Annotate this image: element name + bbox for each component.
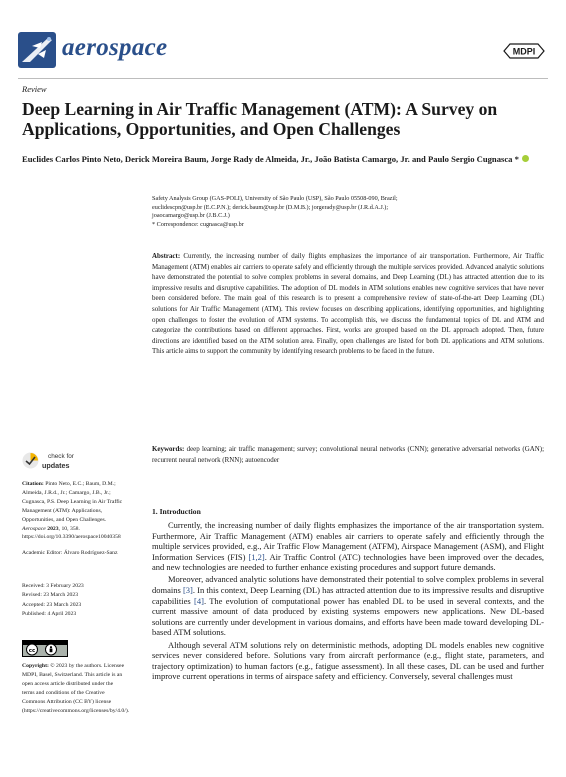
cc-by-license-badge[interactable] — [22, 640, 68, 657]
cc-mark: cc — [28, 647, 36, 654]
updates-line-2: updates — [42, 461, 70, 470]
paragraph-text: Currently, the increasing number of daily flights emphasizes the importance of the air transportation system. Furthermore, Air Traffic Management (ATM) enables air carriers to operate safely and efficiently through the multiple services provided, e.g., Air Traffic Flow Management (ATFM), Airspace Management (ASM), and Flight Information Services (FIS) — [152, 520, 544, 562]
revised-date: Revised: 23 March 2023 — [22, 592, 79, 599]
journal-logo-icon — [18, 32, 56, 68]
paragraph-text: . Air Traffic Control (ATC) technologies have been improved over the decades, and new technologies are needed to further enhance existing procedures and support future demands. — [152, 551, 544, 573]
paragraph — [152, 520, 544, 573]
citation-year: 2023 — [47, 525, 59, 532]
copyright-label: Copyright: — [22, 663, 49, 669]
received-date: Received: 3 February 2023 — [22, 583, 84, 589]
citation-link[interactable]: [3] — [182, 585, 193, 596]
copyright-block — [22, 662, 130, 715]
keywords-label: Keywords: — [152, 445, 185, 453]
author-names: Euclides Carlos Pinto Neto, Derick Moreira Baum, Jorge Rady de Almeida, Jr., João Batista Camargo, Jr. and Paulo Sergio Cugnasca * — [22, 154, 519, 164]
abstract — [152, 251, 544, 357]
publisher-name: MDPI — [512, 46, 536, 57]
affiliation-line: joaocamargo@usp.br (J.B.C.J.) — [152, 212, 230, 220]
affiliation-line: Safety Analysis Group (GAS-POLI), University of São Paulo (USP), São Paulo 05508-090, Brazil; — [152, 195, 398, 202]
copyright-text: © 2023 by the authors. Licensee MDPI, Basel, Switzerland. This article is an open access article distributed under the terms and conditions of the Creative Commons Attribution (CC BY) license (https://creativecommons.org/licenses/by/4.0/). — [22, 663, 130, 714]
author-list — [22, 153, 542, 165]
paragraph-text: Moreover, advanced analytic solutions have demonstrated their potential to solve complex problems in several domains — [152, 574, 544, 596]
updates-line-1: check for — [48, 453, 74, 460]
dates-block — [22, 582, 126, 619]
check-updates-icon — [22, 452, 39, 469]
paragraph-text: Although several ATM solutions rely on deterministic methods, adopting DL models enables new cognitive services never considered before. Solutions vary from aircraft performance (e.g., flight state, parameters, and trajectory optimization) to human factors (e.g., fatigue assessment). In all these cases, DL can be used and further improve current operations in terms of airspace safety and efficiency. Conversely, several challenges must — [152, 639, 544, 682]
paragraph — [152, 574, 544, 638]
paragraph — [152, 640, 544, 682]
abstract-label: Abstract: — [152, 252, 181, 260]
journal-name: aerospace — [62, 34, 168, 61]
orcid-icon[interactable] — [522, 155, 529, 162]
citation-label: Citation: — [22, 481, 44, 487]
citation-doi[interactable]: , 10, 358. https://doi.org/10.3390/aerospace10040358 — [22, 525, 121, 541]
body-text — [152, 520, 544, 683]
affiliation-block — [152, 195, 542, 229]
published-date: Published: 4 April 2023 — [22, 610, 77, 617]
citation-text: Pinto Neto, E.C.; Baum, D.M.; Almeida, J.R.d., Jr.; Camargo, J.B., Jr.; Cugnasca, P.S. Deep Learning in Air Traffic Management (ATM): Applications, Opportunities, and Open Challenges. — [22, 481, 123, 523]
abstract-text: Currently, the increasing number of daily flights emphasizes the importance of air transportation. Furthermore, Air Traffic Management (ATM) enables air carriers to operate safely and efficiently through the multiple services provided. Advanced analytic solutions have demonstrated the potential to solve complex problems in several domains, and Deep Learning (DL) has attracted attention due to its impressive results and disruptive capabilities. The adoption of DL models in ATM solutions enables new cognitive services that have never been considered before. The main goal of this research is to present a comprehensive review of state-of-the-art Deep Learning (DL) solutions for Air Traffic Management (ATM). This review focuses on describing applications, identifying opportunities, and highlighting open challenges to foster the evolution of ATM systems. To accomplish this, we discuss the fundamental topics of DL and ATM and categorize the contributions based on different approaches. First, works are grouped based on the DL approach adopted. Then, future directions are identified based on the ATM solution area. Finally, open challenges are listed for both DL applications and ATM solutions. This article aims to support the community by identifying research problems to be faced in the future. — [152, 252, 545, 356]
academic-editor: Academic Editor: Álvaro Rodríguez-Sanz — [22, 550, 118, 556]
citation-link[interactable]: [1,2] — [248, 551, 265, 562]
keywords-text: deep learning; air traffic management; survey; convolutional neural networks (CNN); generative adversarial networks (GAN); recurrent neural network (RNN); autoencoder — [152, 445, 544, 464]
check-for-updates-badge[interactable] — [22, 452, 102, 474]
section-heading: 1. Introduction — [152, 507, 201, 516]
article-title: Deep Learning in Air Traffic Management (ATM): A Survey on Applications, Opportunities, and Open Challenges — [22, 99, 498, 139]
accepted-date: Accepted: 23 March 2023 — [22, 601, 82, 608]
article-type: Review — [22, 84, 47, 94]
citation-journal: Aerospace — [22, 525, 46, 532]
header-divider — [18, 78, 548, 79]
correspondence-line: * Correspondence: cugnasca@usp.br — [152, 220, 244, 228]
citation-block — [22, 480, 126, 542]
publisher-logo[interactable] — [502, 42, 546, 60]
paragraph-text: . In this context, Deep Learning (DL) has attracted attention due to its impressive results and disruptive capabilities — [152, 585, 544, 606]
keywords — [152, 444, 544, 465]
paragraph-text: . The evolution of computational power has enabled DL to be used in several contexts, and the current massive amount of data produced by existing systems empowers new applications. New DL-based solutions are currently under development in various domains, and efforts have been made toward developing DL-based ATM solutions. — [152, 595, 544, 638]
citation-link[interactable]: [4] — [194, 595, 204, 606]
affiliation-line: euclidescpn@usp.br (E.C.P.N.); derick.baum@usp.br (D.M.B.); jorgerady@usp.br (J.R.d.A.J.); — [152, 203, 389, 211]
